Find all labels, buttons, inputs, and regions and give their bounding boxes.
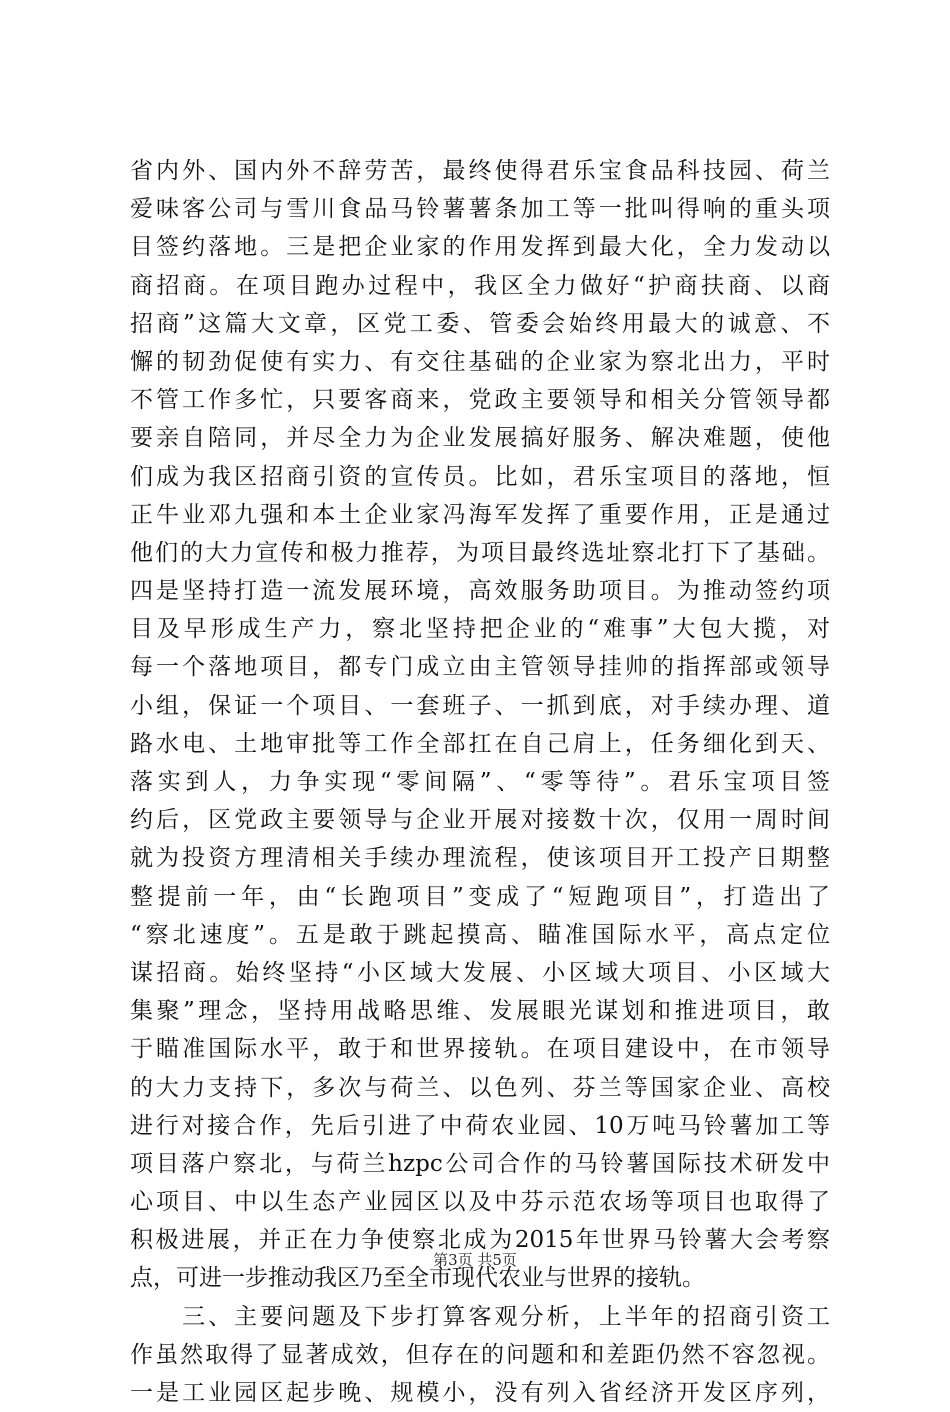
text-line: 就为投资方理清相关手续办理流程，使该项目开工投产日期整 <box>130 845 830 872</box>
text-line: 整提前一年，由“长跑项目”变成了“短跑项目”，打造出了 <box>130 883 830 910</box>
text-line: 一是工业园区起步晚、规模小，没有列入省经济开发区序列， <box>130 1380 830 1406</box>
text-line: 谋招商。始终坚持“小区域大发展、小区域大项目、小区域大 <box>130 959 830 986</box>
text-line: 正牛业邓九强和本土企业家冯海军发挥了重要作用，正是通过 <box>130 501 830 528</box>
text-line: 目签约落地。三是把企业家的作用发挥到最大化，全力发动以 <box>130 234 830 261</box>
text-line: 点，可进一步推动我区乃至全市现代农业与世界的接轨。 <box>130 1265 705 1292</box>
text-line: 的大力支持下，多次与荷兰、以色列、芬兰等国家企业、高校 <box>130 1074 830 1101</box>
text-line: 落实到人，力争实现“零间隔”、“零等待”。君乐宝项目签 <box>130 769 830 795</box>
text-line: 商招商。在项目跑办过程中，我区全力做好“护商扶商、以商 <box>130 272 830 299</box>
text-line: 爱味客公司与雪川食品马铃薯薯条加工等一批叫得响的重头项 <box>130 196 830 223</box>
text-line: 目及早形成生产力，察北坚持把企业的“难事”大包大揽，对 <box>130 616 830 643</box>
text-line: 进行对接合作，先后引进了中荷农业园、10万吨马铃薯加工等 <box>130 1112 830 1139</box>
text-line: 集聚”理念，坚持用战略思维、发展眼光谋划和推进项目，敢 <box>130 998 830 1025</box>
text-line: 要亲自陪同，并尽全力为企业发展搞好服务、解决难题，使他 <box>130 425 830 452</box>
text-line: “察北速度”。五是敢于跳起摸高、瞄准国际水平，高点定位 <box>130 921 830 948</box>
text-line: 积极进展，并正在力争使察北成为2015年世界马铃薯大会考察 <box>130 1227 830 1254</box>
text-line: 路水电、土地审批等工作全部扛在自己肩上，任务细化到天、 <box>130 730 830 757</box>
text-line: 每一个落地项目，都专门成立由主管领导挂帅的指挥部或领导 <box>130 654 830 681</box>
text-line: 他们的大力宣传和极力推荐，为项目最终选址察北打下了基础。 <box>130 539 830 566</box>
text-line: 四是坚持打造一流发展环境，高效服务助项目。为推动签约项 <box>130 578 830 605</box>
body-text <box>130 152 830 1412</box>
text-line: 于瞄准国际水平，敢于和世界接轨。在项目建设中，在市领导 <box>130 1036 830 1063</box>
text-line: 省内外、国内外不辞劳苦，最终使得君乐宝食品科技园、荷兰 <box>130 158 830 184</box>
text-line: 小组，保证一个项目、一套班子、一抓到底，对手续办理、道 <box>130 692 830 719</box>
text-line: 不管工作多忙，只要客商来，党政主要领导和相关分管领导都 <box>130 387 830 414</box>
text-line: 们成为我区招商引资的宣传员。比如，君乐宝项目的落地，恒 <box>130 463 830 490</box>
text-line: 作虽然取得了显著成效，但存在的问题和和差距仍然不容忽视。 <box>130 1341 830 1368</box>
text-line: 招商”这篇大文章，区党工委、管委会始终用最大的诚意、不 <box>130 310 830 337</box>
page-number-label: 第3页 共5页 <box>433 1251 517 1269</box>
text-line: 懈的韧劲促使有实力、有交往基础的企业家为察北出力，平时 <box>130 348 830 375</box>
page-footer <box>0 1250 950 1270</box>
text-line: 心项目、中以生态产业园区以及中芬示范农场等项目也取得了 <box>130 1189 830 1216</box>
text-line: 项目落户察北，与荷兰hzpc公司合作的马铃薯国际技术研发中 <box>130 1150 830 1177</box>
text-line: 约后，区党政主要领导与企业开展对接数十次，仅用一周时间 <box>130 807 830 834</box>
text-line: 三、主要问题及下步打算客观分析，上半年的招商引资工 <box>130 1303 830 1330</box>
